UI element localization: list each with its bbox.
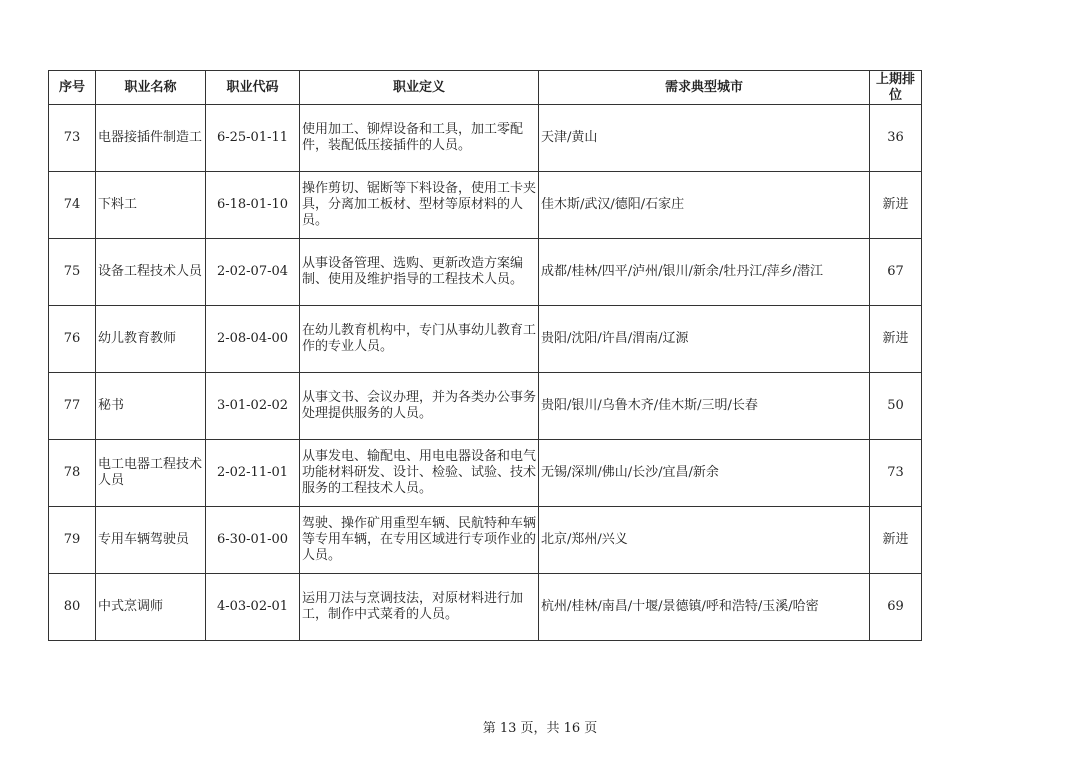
table-row [49,373,922,440]
previous-rank: 新进 [870,306,922,373]
table-row [49,172,922,239]
row-number: 74 [49,172,96,239]
row-number: 75 [49,239,96,306]
table-row [49,574,922,641]
table-row [49,440,922,507]
occupation-definition: 运用刀法与烹调技法，对原材料进行加工，制作中式菜肴的人员。 [300,574,539,641]
occupation-definition: 在幼儿教育机构中，专门从事幼儿教育工作的专业人员。 [300,306,539,373]
previous-rank: 新进 [870,507,922,574]
row-number: 80 [49,574,96,641]
previous-rank: 67 [870,239,922,306]
occupation-name: 专用车辆驾驶员 [96,507,206,574]
occupation-table [48,70,922,641]
row-number: 77 [49,373,96,440]
occupation-definition: 从事设备管理、选购、更新改造方案编制、使用及维护指导的工程技术人员。 [300,239,539,306]
row-number: 73 [49,105,96,172]
occupation-code: 6-25-01-11 [206,105,300,172]
header-definition: 职业定义 [300,71,539,105]
occupation-code: 6-30-01-00 [206,507,300,574]
previous-rank: 69 [870,574,922,641]
table-row [49,306,922,373]
header-name: 职业名称 [96,71,206,105]
occupation-code: 2-02-07-04 [206,239,300,306]
demand-cities: 成都/桂林/四平/泸州/银川/新余/牡丹江/萍乡/潜江 [539,239,870,306]
occupation-name: 电工电器工程技术人员 [96,440,206,507]
occupation-name: 秘书 [96,373,206,440]
occupation-name: 电器接插件制造工 [96,105,206,172]
row-number: 79 [49,507,96,574]
demand-cities: 贵阳/银川/乌鲁木齐/佳木斯/三明/长春 [539,373,870,440]
demand-cities: 天津/黄山 [539,105,870,172]
header-code: 职业代码 [206,71,300,105]
table-row [49,105,922,172]
occupation-name: 幼儿教育教师 [96,306,206,373]
header-no: 序号 [49,71,96,105]
demand-cities: 贵阳/沈阳/许昌/渭南/辽源 [539,306,870,373]
previous-rank: 73 [870,440,922,507]
previous-rank: 36 [870,105,922,172]
table-row [49,239,922,306]
occupation-definition: 驾驶、操作矿用重型车辆、民航特种车辆等专用车辆，在专用区域进行专项作业的人员。 [300,507,539,574]
occupation-definition: 操作剪切、锯断等下料设备，使用工卡夹具，分离加工板材、型材等原材料的人员。 [300,172,539,239]
occupation-code: 2-08-04-00 [206,306,300,373]
table-row [49,507,922,574]
header-prev-rank: 上期排位 [870,71,922,105]
previous-rank: 50 [870,373,922,440]
page-number: 第 13 页，共 16 页 [482,721,598,736]
previous-rank: 新进 [870,172,922,239]
demand-cities: 佳木斯/武汉/德阳/石家庄 [539,172,870,239]
occupation-definition: 从事文书、会议办理，并为各类办公事务处理提供服务的人员。 [300,373,539,440]
demand-cities: 北京/郑州/兴义 [539,507,870,574]
table-header-row [49,71,922,105]
row-number: 78 [49,440,96,507]
header-cities: 需求典型城市 [539,71,870,105]
occupation-name: 中式烹调师 [96,574,206,641]
demand-cities: 无锡/深圳/佛山/长沙/宜昌/新余 [539,440,870,507]
occupation-definition: 使用加工、铆焊设备和工具，加工零配件，装配低压接插件的人员。 [300,105,539,172]
occupation-code: 3-01-02-02 [206,373,300,440]
occupation-code: 2-02-11-01 [206,440,300,507]
row-number: 76 [49,306,96,373]
demand-cities: 杭州/桂林/南昌/十堰/景德镇/呼和浩特/玉溪/哈密 [539,574,870,641]
occupation-name: 设备工程技术人员 [96,239,206,306]
occupation-code: 6-18-01-10 [206,172,300,239]
occupation-name: 下料工 [96,172,206,239]
occupation-definition: 从事发电、输配电、用电电器设备和电气功能材料研发、设计、检验、试验、技术服务的工程技术人员。 [300,440,539,507]
occupation-code: 4-03-02-01 [206,574,300,641]
